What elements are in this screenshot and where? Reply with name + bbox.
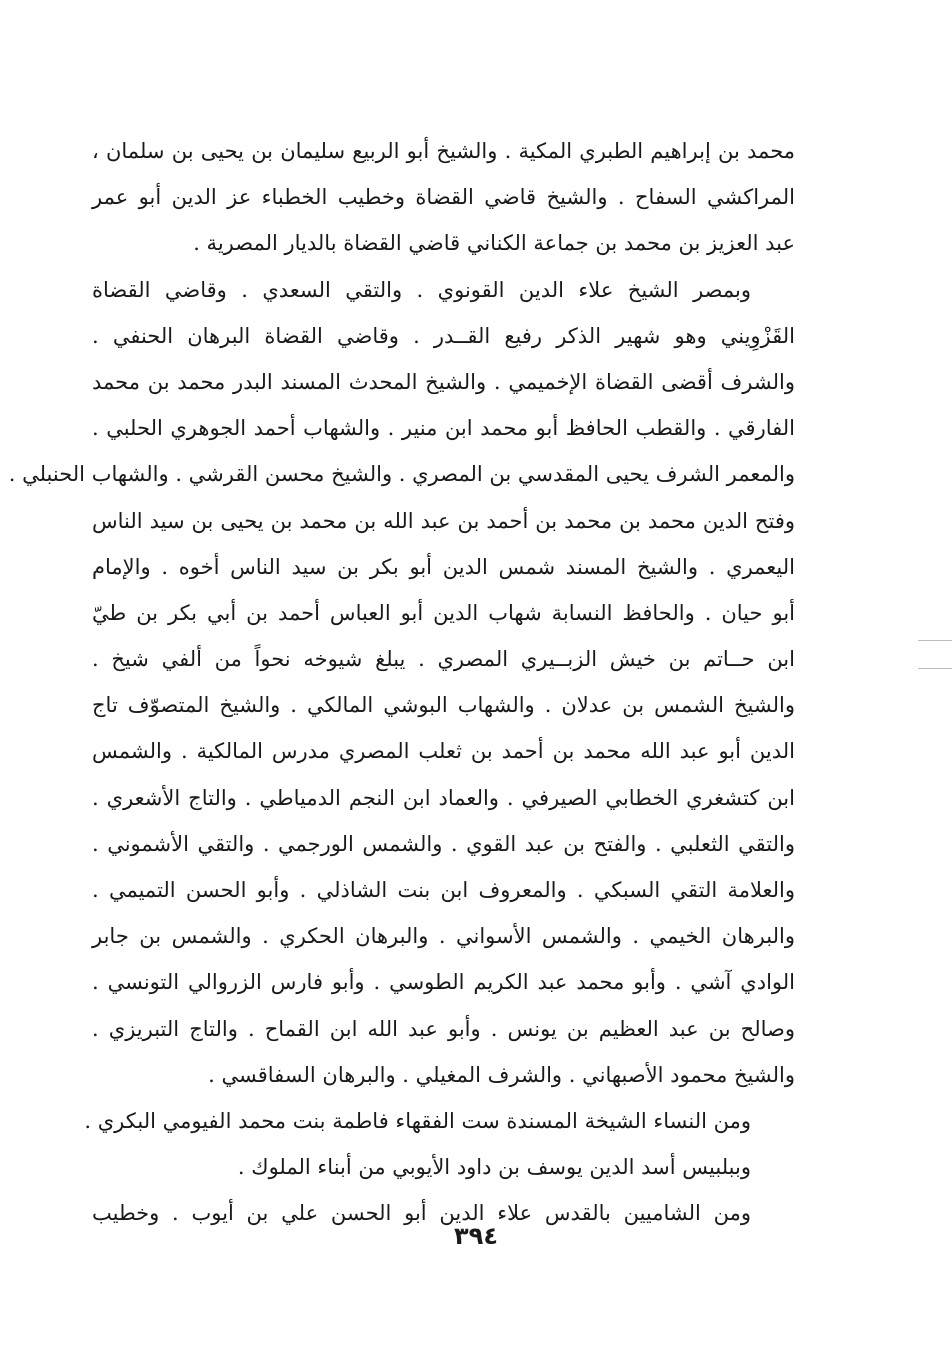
margin-mark: [918, 640, 952, 641]
text-line: ابن كتشغري الخطابي الصيرفي . والعماد ابن النجم الدمياطي . والتاج الأشعري .: [92, 785, 795, 810]
text-line: والبرهان الخيمي . والشمس الأسواني . والبرهان الحكري . والشمس بن جابر: [92, 924, 795, 949]
text-line: والشيخ محمود الأصبهاني . والشرف المغيلي . والبرهان السفاقسي .: [208, 1062, 795, 1087]
text-line: القَزْوِيني وهو شهير الذكر رفيع القــدر . وقاضي القضاة البرهان الحنفي .: [92, 323, 795, 348]
text-line: وصالح بن عبد العظيم بن يونس . وأبو عبد الله ابن القماح . والتاج التبريزي .: [92, 1016, 795, 1041]
text-line: ابن حــاتم بن خيش الزبــيري المصري . يبلغ شيوخه نحواً من ألفي شيخ .: [92, 647, 795, 672]
text-line: عبد العزيز بن محمد بن جماعة الكناني قاضي القضاة بالديار المصرية .: [193, 231, 795, 256]
text-line: ومن الشاميين بالقدس علاء الدين أبو الحسن علي بن أيوب . وخطيب: [92, 1201, 751, 1226]
text-line: محمد بن إبراهيم الطبري المكية . والشيخ أبو الربيع سليمان بن يحيى بن سلمان ،: [92, 139, 795, 163]
text-line: والتقي الثعلبي . والفتح بن عبد القوي . والشمس الورجمي . والتقي الأشموني .: [92, 831, 795, 856]
text-line: والشيخ الشمس بن عدلان . والشهاب البوشي المالكي . والشيخ المتصوّف تاج: [92, 693, 795, 718]
text-line: الوادي آشي . وأبو محمد عبد الكريم الطوسي . وأبو فارس الزروالي التونسي .: [92, 970, 795, 995]
text-line: وبمصر الشيخ علاء الدين القونوي . والتقي السعدي . وقاضي القضاة: [92, 277, 751, 302]
text-line: والعلامة التقي السبكي . والمعروف ابن بنت الشاذلي . وأبو الحسن التميمي .: [92, 878, 795, 902]
page-number: ٣٩٤: [454, 1222, 498, 1250]
text-line: ومن النساء الشيخة المسندة ست الفقهاء فاطمة بنت محمد الفيومي البكري .: [84, 1108, 751, 1133]
text-line: والشرف أقضى القضاة الإخميمي . والشيخ المحدث المسند البدر محمد بن محمد: [92, 369, 795, 394]
text-line: وفتح الدين محمد بن محمد بن أحمد بن عبد الله بن محمد بن يحيى بن سيد الناس: [92, 508, 795, 533]
text-line: الفارقي . والقطب الحافظ أبو محمد ابن منير . والشهاب أحمد الجوهري الحلبي .: [92, 416, 795, 441]
text-line: اليعمري . والشيخ المسند شمس الدين أبو بكر بن سيد الناس أخوه . والإمام: [92, 554, 795, 579]
text-line: أبو حيان . والحافظ النسابة شهاب الدين أبو العباس أحمد بن أبي بكر بن طيّ: [92, 600, 795, 625]
text-line: الدين أبو عبد الله محمد بن أحمد بن ثعلب المصري مدرس المالكية . والشمس: [92, 739, 795, 764]
text-line: المراكشي السفاح . والشيخ قاضي القضاة وخطيب الخطباء عز الدين أبو عمر: [92, 185, 795, 210]
text-line: وببلبيس أسد الدين يوسف بن داود الأيوبي من أبناء الملوك .: [237, 1155, 751, 1180]
page-body: [8, 128, 795, 1228]
text-line: والمعمر الشرف يحيى المقدسي بن المصري . والشيخ محسن القرشي . والشهاب الحنبلي .: [8, 462, 795, 487]
margin-mark: [918, 668, 952, 669]
